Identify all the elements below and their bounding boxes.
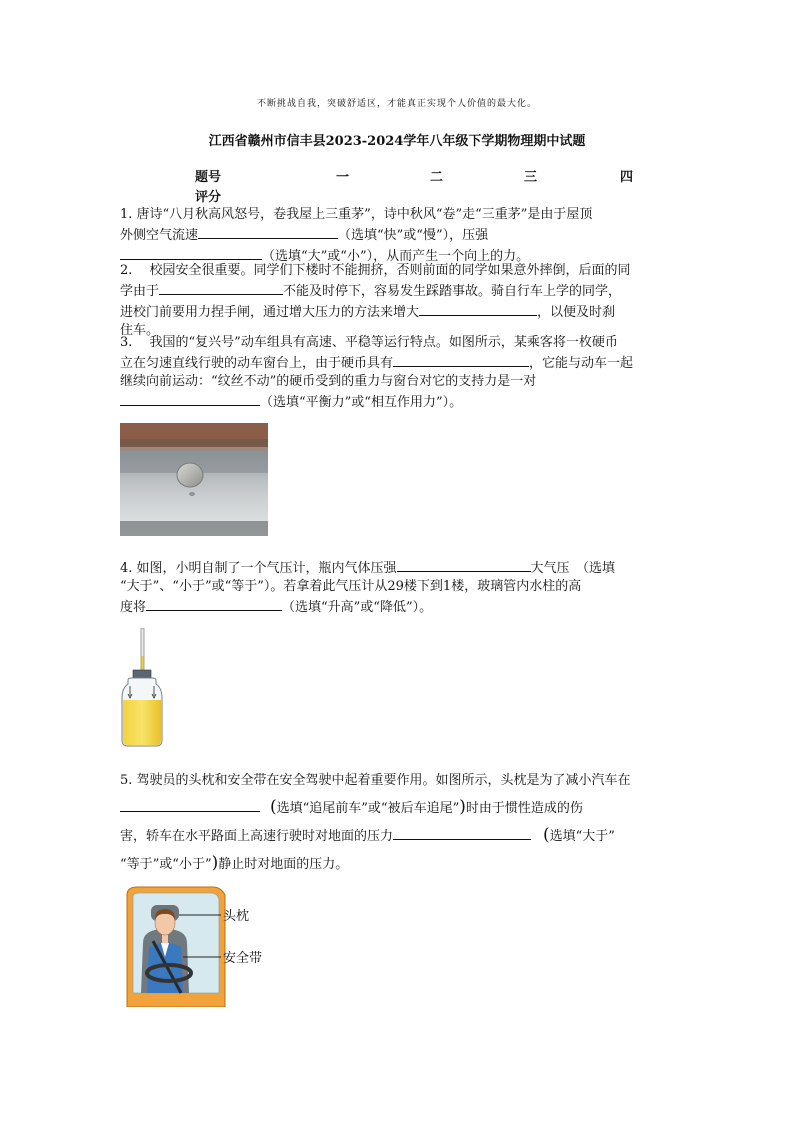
barometer-jar-figure [118, 628, 166, 750]
question-1 [120, 206, 676, 266]
score-col-1: 一 [336, 170, 350, 185]
answer-blank[interactable] [120, 391, 260, 406]
q2-line-2: 学由于 不能及时停下，容易发生踩踏事故。骑自行车上学的同学， [120, 280, 676, 301]
q2-line-4: 住车。 [120, 323, 160, 338]
answer-blank[interactable] [120, 245, 262, 260]
coin-on-window-photo [120, 423, 268, 536]
q3-line-1: 3. 我国的“复兴号”动车组具有高速、平稳等运行特点。如图所示，某乘客将一枚硬币 [120, 335, 618, 350]
question-4 [120, 557, 676, 617]
q1-line-3: （选填“大”或“小”），从而产生一个向上的力。 [120, 245, 676, 266]
score-row-score [180, 186, 700, 206]
answer-blank[interactable] [419, 301, 537, 316]
score-label-score: 评分 [195, 190, 222, 205]
answer-blank[interactable] [397, 557, 531, 572]
answer-blank[interactable] [120, 797, 260, 812]
q5-line-2: (选填“追尾前车”或“被后车追尾”)时由于惯性造成的伤 [120, 794, 676, 822]
q3-line-3: 继续向前运动：“纹丝不动”的硬币受到的重力与窗台对它的支持力是一对 [120, 374, 537, 389]
seatbelt-label: 安全带 [223, 951, 263, 966]
coin [177, 463, 203, 487]
q4-line-2: “大于”、“小于”或“等于”）。若拿着此气压计从29楼下到1楼，玻璃管内水柱的高 [120, 579, 582, 594]
q2-line-3: 进校门前要用力捏手闸，通过增大压力的方法来增大 ，以便及时刹 [120, 301, 676, 322]
score-table [180, 166, 700, 206]
q4-line-3: 度将 （选填“升高”或“降低”）。 [120, 596, 676, 617]
q4-line-1: 4. 如图，小明自制了一个气压计，瓶内气体压强 大气压 （选填 [120, 557, 676, 578]
question-2 [120, 262, 676, 340]
score-row-number [180, 166, 700, 186]
question-5 [120, 768, 676, 878]
q5-line-4: “等于”或“小于”)静止时对地面的压力。 [120, 853, 349, 873]
answer-blank[interactable] [393, 825, 531, 840]
q1-line-1: 1. 唐诗“八月秋高风怒号，卷我屋上三重茅”，诗中秋风“卷”走“三重茅”是由于屋顶 [120, 207, 593, 222]
q5-line-1: 5. 驾驶员的头枕和安全带在安全驾驶中起着重要作用。如图所示，头枕是为了减小汽车在 [120, 773, 631, 788]
q5-line-3: 害，轿车在水平路面上高速行驶时对地面的压力 (选填“大于” [120, 825, 615, 845]
answer-blank[interactable] [146, 596, 282, 611]
answer-blank[interactable] [159, 280, 283, 295]
headrest-label: 头枕 [223, 909, 250, 924]
q3-line-2: 立在匀速直线行驶的动车窗台上，由于硬币具有 ，它能与动车一起 [120, 352, 676, 373]
answer-blank[interactable] [393, 352, 529, 367]
score-label-number: 题号 [195, 170, 222, 185]
score-col-2: 二 [430, 170, 444, 185]
driver-headrest-figure [125, 883, 275, 1007]
q3-line-4: （选填“平衡力”或“相互作用力”）。 [120, 391, 676, 412]
liquid [123, 700, 161, 745]
question-3 [120, 334, 676, 412]
page-motto: 不断挑战自我，突破舒适区，才能真正实现个人价值的最大化。 [256, 99, 537, 109]
score-col-3: 三 [524, 170, 538, 185]
bottle-cap [133, 670, 151, 678]
q2-line-1: 2. 校园安全很重要。同学们下楼时不能拥挤，否则前面的同学如果意外摔倒，后面的同 [120, 263, 631, 278]
answer-blank[interactable] [198, 224, 338, 239]
page-title: 江西省赣州市信丰县2023-2024学年八年级下学期物理期中试题 [208, 134, 586, 149]
score-col-4: 四 [620, 170, 634, 185]
q1-line-2: 外侧空气流速 （选填“快”或“慢”），压强 [120, 224, 676, 245]
